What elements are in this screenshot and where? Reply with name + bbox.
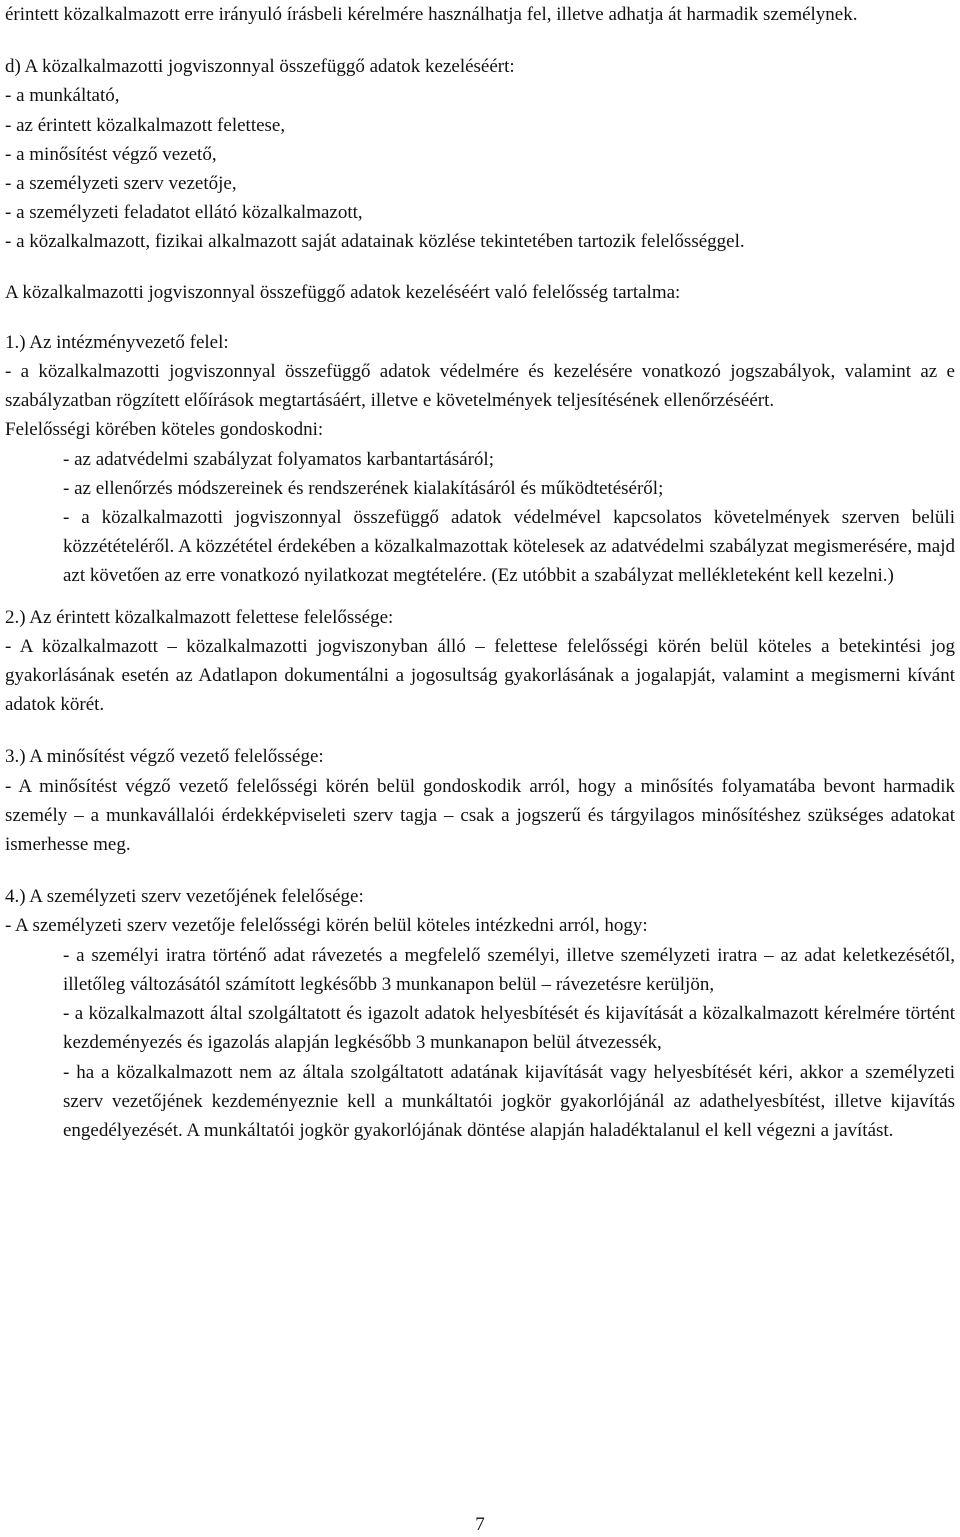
section-d-item: - a munkáltató, — [5, 85, 120, 107]
section-4-list — [5, 941, 955, 1145]
page-number: 7 — [475, 1514, 485, 1535]
section-d-heading: d) A közalkalmazotti jogviszonnyal összefüggő adatok kezeléséért: — [5, 56, 515, 78]
section-3-body: - A minősítést végző vezető felelősségi körén belül gondoskodik arról, hogy a minősítés folyamatába bevont harmadik személy – a munkavállalói érdekképviseleti szerv tagja – csak a jogszerű és tárgyilagos minősítéshez szükséges adatokat ismerhesse meg. — [5, 775, 955, 856]
section-1-duty-heading: Felelősségi körében köteles gondoskodni: — [5, 419, 324, 441]
section-4-item: - a személyi iratra történő adat rávezetés a megfelelő személyi, illetve személyzeti iratra – az adat keletkezésétől, illetőleg változásától számított legkésőbb 3 munkanapon belül – rávezetésre kerüljön, — [63, 944, 955, 995]
content-title: A közalkalmazotti jogviszonnyal összefüggő adatok kezeléséért való felelősség tartalma: — [5, 281, 681, 303]
section-d-item: - az érintett közalkalmazott felettese, — [5, 114, 286, 136]
intro-paragraph: érintett közalkalmazott erre irányuló írásbeli kérelmére használhatja fel, illetve adhatja át harmadik személynek. — [5, 4, 858, 25]
section-1-body: - a közalkalmazotti jogviszonnyal összefüggő adatok védelmére és kezelésére vonatkozó jogszabályok, valamint az e szabályzatban rögzített előírások megtartásáért, illetve e követelmények teljesítésének ellenőrzéséért. — [5, 361, 955, 412]
document-page — [5, 0, 955, 1145]
section-1-item: - a közalkalmazotti jogviszonnyal összefüggő adatok védelmével kapcsolatos követelmények szerven belüli közzétételéről. A közzététel érdekében a közalkalmazottak kötelesek az adatvédelmi szabályzat megismerésére, majd azt követően az erre vonatkozó nyilatkozat megtételére. (Ez utóbbit a szabályzat mellékleteként kell kezelni.) — [63, 507, 955, 587]
section-1-item: - az adatvédelmi szabályzat folyamatos karbantartásáról; — [63, 448, 494, 470]
section-d-item: - a közalkalmazott, fizikai alkalmazott saját adatainak közlése tekintetében tartozik felelősséggel. — [5, 231, 745, 253]
section-3-heading: 3.) A minősítést végző vezető felelőssége: — [5, 746, 324, 768]
section-d-item: - a személyzeti szerv vezetője, — [5, 173, 237, 195]
section-1-list — [5, 445, 955, 591]
section-d-list — [5, 81, 955, 256]
section-1-item: - az ellenőrzés módszereinek és rendszerének kialakításáról és működtetéséről; — [63, 477, 664, 499]
section-4-item: - ha a közalkalmazott nem az általa szolgáltatott adatának kijavítását vagy helyesbítését kéri, akkor a személyzeti szerv vezetőjének kezdeményeznie kell a munkáltatói jogkör gyakorlójánál az adathelyesbítést, illetve kijavítás engedélyezését. A munkáltatói jogkör gyakorlójának döntése alapján haladéktalanul el kell végezni a javítást. — [63, 1061, 955, 1141]
section-d-item: - a minősítést végző vezető, — [5, 143, 217, 165]
section-2-body: - A közalkalmazott – közalkalmazotti jogviszonyban álló – felettese felelősségi körén belül köteles a betekintési jog gyakorlásának esetén az Adatlapon dokumentálni a jogosultság gyakorlásának a jogalapját, valamint a megismerni kívánt adatok körét. — [5, 635, 955, 716]
section-1-heading: 1.) Az intézményvezető felel: — [5, 331, 229, 353]
section-4-body: - A személyzeti szerv vezetője felelősségi körén belül köteles intézkedni arról, hogy: — [5, 915, 648, 937]
section-d-item: - a személyzeti feladatot ellátó közalkalmazott, — [5, 202, 363, 224]
section-2-heading: 2.) Az érintett közalkalmazott felettese felelőssége: — [5, 606, 394, 628]
section-4-heading: 4.) A személyzeti szerv vezetőjének felelősége: — [5, 886, 364, 908]
section-4-item: - a közalkalmazott által szolgáltatott és igazolt adatok helyesbítését és kijavítását a közalkalmazott kérelmére történt kezdeményezés és igazolás alapján legkésőbb 3 munkanapon belül átvezessék, — [63, 1003, 955, 1054]
